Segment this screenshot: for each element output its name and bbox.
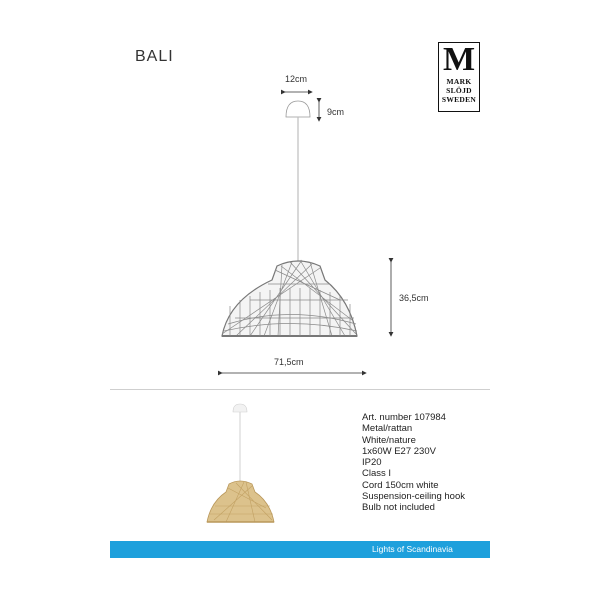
logo-line-mark: MARK [446, 77, 472, 86]
shade-height-label: 36,5cm [399, 293, 429, 303]
spec-item: 1x60W E27 230V [362, 445, 436, 457]
spec-list [362, 412, 465, 514]
product-title: BALI [135, 48, 174, 65]
footer-banner [110, 541, 490, 558]
spec-item: Bulb not included [362, 502, 435, 514]
logo-line-slojd: SLÖJD [446, 86, 472, 95]
spec-item: Suspension-ceiling hook [362, 491, 465, 503]
logo-letter: M [442, 41, 476, 78]
footer-tagline: Lights of Scandinavia [372, 544, 453, 554]
section-divider [110, 389, 490, 390]
spec-item: Cord 150cm white [362, 479, 439, 491]
product-photo [207, 404, 274, 522]
lamp-shade-drawing [222, 260, 357, 336]
spec-item: Art. number 107984 [362, 412, 446, 423]
spec-item: IP20 [362, 457, 382, 469]
canopy-width-label: 12cm [285, 74, 308, 84]
spec-item: Metal/rattan [362, 423, 413, 435]
spec-item: White/nature [362, 434, 416, 446]
shade-width-label: 71,5cm [274, 357, 304, 367]
canopy-icon [286, 101, 310, 117]
logo-line-sweden: SWEDEN [441, 95, 477, 104]
canopy-height-label: 9cm [327, 107, 345, 117]
spec-item: Class I [362, 468, 392, 480]
